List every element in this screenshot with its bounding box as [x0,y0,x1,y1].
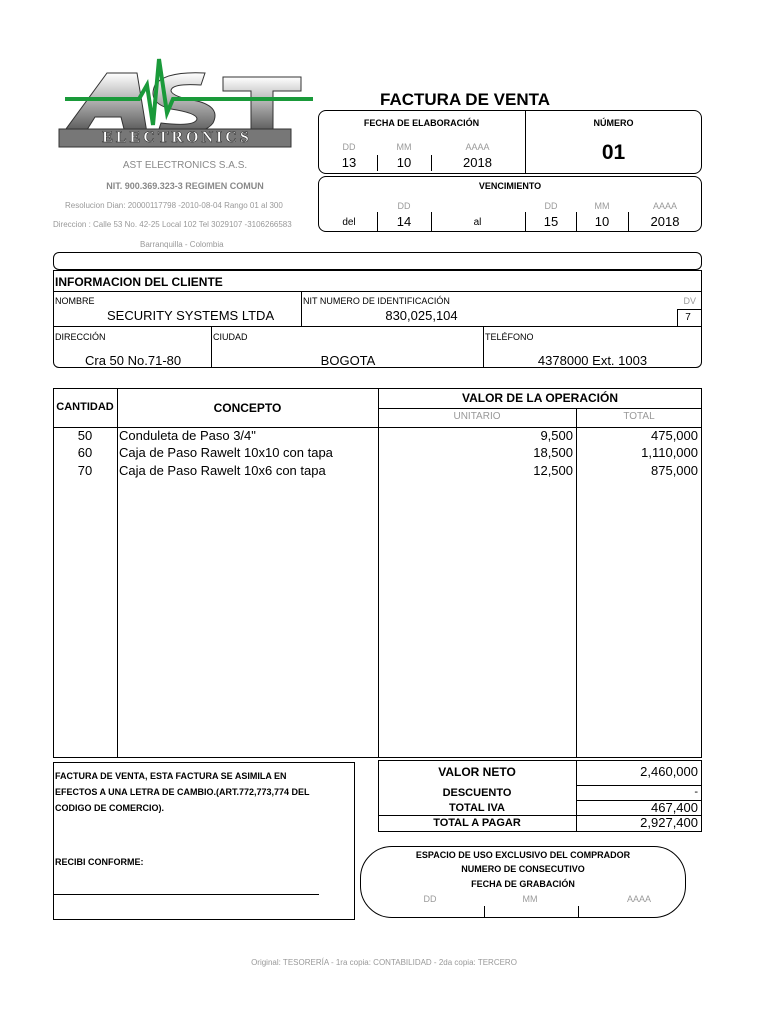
row-3-concept: Caja de Paso Rawelt 10x6 con tapa [119,463,326,478]
buyer-aaaa: AAAA [626,894,651,904]
city-label: CIUDAD [213,332,248,342]
value-header: VALOR DE LA OPERACIÓN [461,391,618,405]
buyer-mm: MM [522,894,538,904]
net-label: VALOR NETO [438,765,516,779]
qty-header: CANTIDAD [56,401,114,413]
phone-label: TELÉFONO [485,332,534,342]
client-name: SECURITY SYSTEMS LTDA [107,308,275,323]
iva-value: 467,400 [651,800,698,815]
buyer-line-1: ESPACIO DE USO EXCLUSIVO DEL COMPRADOR [415,850,631,860]
legal-text-1: FACTURA DE VENTA, ESTA FACTURA SE ASIMILA EN [55,771,287,781]
to-mm-label: MM [594,201,610,211]
row-1-total: 475,000 [651,428,698,443]
elab-dd: 13 [341,155,357,170]
al-label: al [473,217,482,228]
elab-mm: 10 [396,155,412,170]
to-dd: 15 [543,214,559,229]
name-label: NOMBRE [55,296,95,306]
row-2-qty: 60 [77,445,93,460]
legal-text-2: EFECTOS A UNA LETRA DE CAMBIO.(ART.772,773,774 DEL [55,787,310,797]
elaboration-label: FECHA DE ELABORACIÓN [363,118,480,128]
company-nit: NIT. 900.369.323-3 REGIMEN COMUN [106,181,264,191]
nit-label: NIT NUMERO DE IDENTIFICACIÓN [303,296,450,306]
logo-bottom-text: ELECTRONICS [102,129,252,146]
total-value: 2,927,400 [640,815,698,830]
del-label: del [342,217,356,228]
row-3-total: 875,000 [651,463,698,478]
company-resolution: Resolucion Dian: 20000117798 -2010-08-04 Rango 01 al 300 [65,201,283,210]
row-1-unit: 9,500 [540,428,573,443]
row-3-unit: 12,500 [533,463,573,478]
unit-header: UNITARIO [453,411,501,422]
elab-aaaa-label: AAAA [465,142,490,152]
total-label: TOTAL A PAGAR [433,817,521,829]
copies-footer: Original: TESORERÍA - 1ra copia: CONTABILIDAD - 2da copia: TERCERO [251,958,517,967]
iva-label: TOTAL IVA [448,802,506,814]
due-label: VENCIMIENTO [478,181,542,191]
discount-value: - [694,786,698,798]
company-address: Direccion : Calle 53 No. 42-25 Local 102 Tel 3029107 -3106266583 [53,220,292,229]
address-label: DIRECCIÓN [55,332,106,342]
invoice-title: FACTURA DE VENTA [380,90,550,109]
dv-label: DV [683,296,696,306]
row-3-qty: 70 [77,463,93,478]
row-2-concept: Caja de Paso Rawelt 10x10 con tapa [119,445,333,460]
to-mm: 10 [594,214,610,229]
client-nit: 830,025,104 [385,308,458,323]
invoice-number: 01 [601,141,626,164]
company-logo [55,55,315,150]
row-1-concept: Conduleta de Paso 3/4" [119,428,256,443]
elab-dd-label: DD [342,142,356,152]
row-1-qty: 50 [77,428,93,443]
legal-text-3: CODIGO DE COMERCIO). [55,803,165,813]
client-section-title: INFORMACION DEL CLIENTE [55,275,223,289]
concept-header: CONCEPTO [213,401,282,415]
number-label: NÚMERO [593,118,634,128]
from-dd: 14 [396,214,412,229]
elab-mm-label: MM [396,142,412,152]
client-dv: 7 [685,312,691,323]
company-city: Barranquilla - Colombia [140,240,224,249]
received-label: RECIBI CONFORME: [55,857,144,867]
legal-box [53,762,355,920]
row-2-total: 1,110,000 [641,445,698,460]
from-dd-label: DD [397,201,411,211]
client-phone: 4378000 Ext. 1003 [537,353,648,368]
elab-aaaa: 2018 [463,155,492,170]
net-value: 2,460,000 [640,764,698,779]
row-2-unit: 18,500 [533,445,573,460]
to-aaaa: 2018 [650,214,680,229]
to-dd-label: DD [544,201,558,211]
client-address: Cra 50 No.71-80 [85,353,182,368]
buyer-dd: DD [423,894,437,904]
company-name: AST ELECTRONICS S.A.S. [122,160,248,171]
total-header: TOTAL [623,411,655,422]
client-city: BOGOTA [320,353,376,368]
buyer-line-3: FECHA DE GRABACIÓN [471,879,575,889]
discount-label: DESCUENTO [442,787,512,799]
buyer-line-2: NUMERO DE CONSECUTIVO [461,864,585,874]
to-aaaa-label: AAAA [652,201,677,211]
separator-bar [53,252,702,270]
